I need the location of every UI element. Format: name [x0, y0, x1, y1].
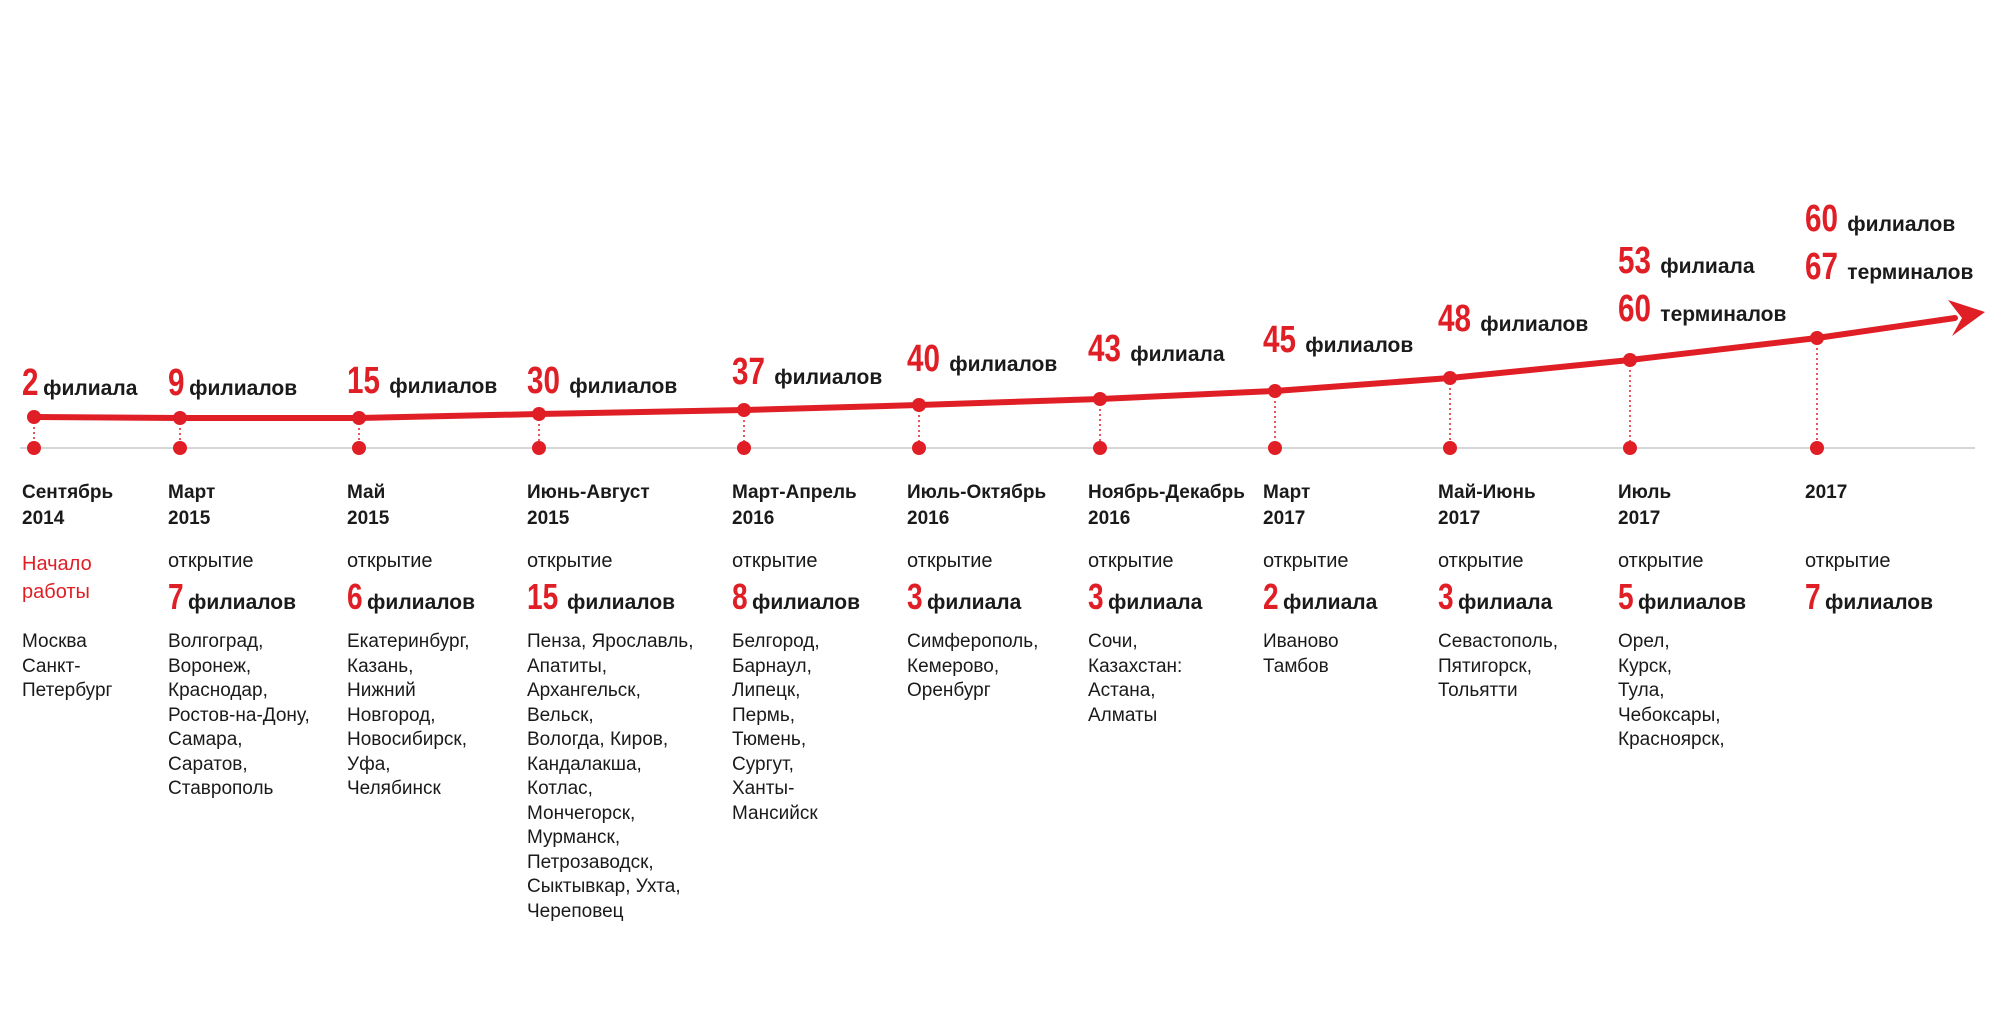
- count-unit: филиалов: [569, 375, 678, 398]
- city-name: Барнаул,: [732, 655, 812, 677]
- city-list: [168, 630, 310, 802]
- city-name: Красноярск,: [1618, 729, 1725, 750]
- count-unit: терминалов: [1660, 303, 1787, 326]
- opened-number: 2: [1263, 576, 1279, 617]
- city-name: Санкт-: [22, 655, 81, 677]
- milestone-date: [1805, 480, 1847, 506]
- date-period: 2017: [1805, 482, 1848, 503]
- city-list: [1263, 630, 1339, 679]
- total-branches: [1438, 300, 1588, 338]
- date-year: 2016: [732, 508, 775, 529]
- milestone-column: [1618, 0, 1798, 1032]
- milestone-column: [168, 0, 348, 1032]
- city-name: Москва: [22, 631, 87, 652]
- city-name: Котлас,: [527, 778, 593, 799]
- city-name: Новгород,: [347, 704, 436, 726]
- total-count-block: [732, 353, 882, 391]
- milestone-date: [347, 480, 389, 532]
- date-year: 2015: [347, 508, 390, 529]
- date-year: 2014: [22, 508, 65, 529]
- count-number: 43: [1088, 328, 1121, 370]
- count-number: 67: [1805, 246, 1838, 288]
- milestone-date: [907, 480, 1046, 532]
- city-name: Екатеринбург,: [347, 631, 470, 652]
- city-name: Курск,: [1618, 655, 1673, 677]
- opened-branches-count: [732, 576, 860, 618]
- total-branches: [1088, 330, 1225, 368]
- opened-unit: филиалов: [567, 591, 676, 614]
- opened-number: 6: [347, 576, 363, 617]
- city-name: Новосибирск,: [347, 729, 468, 750]
- opened-branches-count: [907, 576, 1021, 618]
- opened-number: 3: [1438, 576, 1454, 617]
- opened-unit: филиала: [1108, 591, 1203, 614]
- count-number: 40: [907, 338, 940, 380]
- total-count-block: [527, 362, 677, 400]
- count-number: 45: [1263, 319, 1296, 361]
- count-number: 60: [1618, 288, 1651, 330]
- city-list: [907, 630, 1038, 704]
- count-unit: филиалов: [774, 366, 883, 389]
- opening-label: открытие: [907, 550, 993, 572]
- date-period: Сентябрь: [22, 482, 114, 503]
- city-name: Мончегорск,: [527, 802, 636, 824]
- date-period: Март-Апрель: [732, 482, 857, 503]
- count-unit: филиалов: [389, 375, 498, 398]
- opened-branches-count: [347, 576, 475, 618]
- date-period: Июнь-Август: [527, 482, 650, 503]
- count-number: 37: [732, 351, 765, 393]
- total-branches: [907, 340, 1057, 378]
- city-name: Ханты-: [732, 778, 795, 799]
- total-count-block: [907, 340, 1057, 378]
- city-name: Уфа,: [347, 753, 391, 775]
- opened-unit: филиалов: [1638, 591, 1747, 614]
- opened-unit: филиалов: [1825, 591, 1934, 614]
- city-name: Алматы: [1088, 704, 1158, 726]
- opened-number: 3: [1088, 576, 1104, 617]
- total-count-block: [1805, 200, 1973, 286]
- opened-number: 8: [732, 576, 748, 617]
- total-branches: [347, 362, 497, 400]
- count-unit: филиала: [43, 377, 138, 400]
- count-number: 9: [168, 362, 185, 404]
- opening-label: открытие: [1438, 550, 1524, 572]
- count-unit: филиала: [1130, 343, 1225, 366]
- city-name: Вологда, Киров,: [527, 729, 669, 750]
- count-unit: филиалов: [1305, 334, 1414, 357]
- opened-unit: филиала: [1458, 591, 1553, 614]
- city-name: Кандалакша,: [527, 753, 642, 775]
- opening-label: открытие: [527, 550, 613, 572]
- total-count-block: [1263, 321, 1413, 359]
- milestone-date: [22, 480, 113, 532]
- city-name: Ставрополь: [168, 778, 274, 799]
- city-name: Мансийск: [732, 802, 818, 824]
- city-name: Нижний: [347, 680, 416, 701]
- total-branches: [22, 364, 137, 402]
- city-name: Петрозаводск,: [527, 851, 654, 873]
- total-count-block: [1088, 330, 1225, 368]
- milestone-column: [732, 0, 912, 1032]
- city-name: Сургут,: [732, 753, 794, 775]
- count-number: 60: [1805, 198, 1838, 240]
- city-name: Липецк,: [732, 680, 801, 701]
- city-name: Воронеж,: [168, 655, 252, 677]
- date-year: 2017: [1263, 508, 1306, 529]
- city-name: Тюмень,: [732, 729, 807, 750]
- count-number: 53: [1618, 240, 1651, 282]
- count-number: 30: [527, 360, 560, 402]
- date-year: 2015: [527, 508, 570, 529]
- city-name: Череповец: [527, 900, 624, 922]
- opened-unit: филиалов: [188, 591, 297, 614]
- opened-number: 3: [907, 576, 923, 617]
- city-list: [1438, 630, 1558, 704]
- start-label-line: работы: [22, 581, 90, 603]
- date-year: 2015: [168, 508, 211, 529]
- total-terminals: [1805, 248, 1973, 286]
- count-unit: филиалов: [189, 377, 298, 400]
- opening-label: открытие: [347, 550, 433, 572]
- opened-number: 5: [1618, 576, 1634, 617]
- total-terminals: [1618, 290, 1786, 328]
- total-count-block: [1618, 242, 1786, 328]
- date-year: 2016: [907, 508, 950, 529]
- opened-number: 7: [1805, 576, 1821, 617]
- city-name: Симферополь,: [907, 631, 1039, 652]
- total-branches: [1263, 321, 1413, 359]
- total-count-block: [168, 364, 297, 402]
- milestone-date: [527, 480, 650, 532]
- opening-label: открытие: [1263, 550, 1349, 572]
- milestone-date: [1438, 480, 1536, 532]
- opened-branches-count: [168, 576, 296, 618]
- count-number: 2: [22, 362, 39, 404]
- total-count-block: [1438, 300, 1588, 338]
- milestone-date: [732, 480, 857, 532]
- date-period: Ноябрь-Декабрь: [1088, 482, 1245, 503]
- total-branches: [1805, 200, 1973, 238]
- milestone-column: [1805, 0, 1985, 1032]
- city-name: Белгород,: [732, 631, 820, 652]
- city-name: Иваново: [1263, 631, 1339, 652]
- opening-label: открытие: [168, 550, 254, 572]
- milestone-column: [907, 0, 1087, 1032]
- city-name: Челябинск: [347, 778, 441, 799]
- opened-branches-count: [527, 576, 675, 618]
- city-list: [347, 630, 470, 802]
- city-name: Тамбов: [1263, 655, 1329, 677]
- count-unit: филиалов: [1480, 313, 1589, 336]
- city-name: Архангельск,: [527, 680, 641, 701]
- opening-label: открытие: [1805, 550, 1891, 572]
- date-period: Май-Июнь: [1438, 482, 1536, 503]
- count-unit: филиала: [1660, 255, 1755, 278]
- count-number: 15: [347, 360, 380, 402]
- opened-number: 15: [527, 576, 559, 617]
- city-name: Оренбург: [907, 680, 991, 701]
- milestone-date: [1263, 480, 1310, 532]
- city-list: [22, 630, 112, 704]
- total-branches: [527, 362, 677, 400]
- start-label-line: Начало: [22, 553, 92, 575]
- opening-label: открытие: [1088, 550, 1174, 572]
- city-list: [1618, 630, 1725, 753]
- opened-unit: филиалов: [752, 591, 861, 614]
- city-name: Ростов-на-Дону,: [168, 704, 310, 726]
- city-name: Тула,: [1618, 680, 1665, 701]
- city-name: Саратов,: [168, 753, 248, 775]
- milestone-column: [347, 0, 527, 1032]
- city-name: Пенза, Ярославль,: [527, 631, 694, 652]
- date-year: 2017: [1438, 508, 1481, 529]
- count-number: 48: [1438, 298, 1471, 340]
- opening-label: открытие: [732, 550, 818, 572]
- city-name: Орел,: [1618, 631, 1670, 652]
- total-branches: [1618, 242, 1786, 280]
- city-name: Самара,: [168, 729, 243, 750]
- milestone-column: [1263, 0, 1443, 1032]
- opening-label: открытие: [1618, 550, 1704, 572]
- date-period: Май: [347, 482, 386, 503]
- total-branches: [732, 353, 882, 391]
- city-name: Пермь,: [732, 704, 796, 726]
- total-count-block: [22, 364, 137, 402]
- city-name: Астана,: [1088, 680, 1156, 701]
- date-period: Март: [168, 482, 216, 503]
- milestone-column: [1438, 0, 1618, 1032]
- opened-unit: филиала: [1283, 591, 1378, 614]
- city-name: Тольятти: [1438, 680, 1518, 701]
- start-of-work-label: [22, 550, 92, 606]
- city-list: [527, 630, 693, 924]
- milestone-column: [527, 0, 707, 1032]
- city-name: Казахстан:: [1088, 655, 1183, 677]
- milestone-date: [168, 480, 215, 532]
- city-name: Петербург: [22, 680, 113, 701]
- city-name: Мурманск,: [527, 827, 621, 848]
- opened-branches-count: [1618, 576, 1746, 618]
- opened-branches-count: [1263, 576, 1377, 618]
- city-name: Краснодар,: [168, 680, 268, 701]
- date-year: 2016: [1088, 508, 1131, 529]
- opened-number: 7: [168, 576, 184, 617]
- city-name: Чебоксары,: [1618, 704, 1721, 726]
- opened-unit: филиала: [927, 591, 1022, 614]
- date-period: Июль-Октябрь: [907, 482, 1047, 503]
- date-year: 2017: [1618, 508, 1661, 529]
- city-name: Казань,: [347, 655, 414, 677]
- city-name: Пятигорск,: [1438, 655, 1532, 677]
- date-period: Июль: [1618, 482, 1672, 503]
- milestone-column: [1088, 0, 1268, 1032]
- count-unit: филиалов: [949, 353, 1058, 376]
- city-name: Сочи,: [1088, 631, 1138, 652]
- city-name: Севастополь,: [1438, 631, 1558, 652]
- opened-branches-count: [1088, 576, 1202, 618]
- count-unit: терминалов: [1847, 261, 1974, 284]
- date-period: Март: [1263, 482, 1311, 503]
- count-unit: филиалов: [1847, 213, 1956, 236]
- total-branches: [168, 364, 297, 402]
- city-name: Кемерово,: [907, 655, 1000, 677]
- opened-unit: филиалов: [367, 591, 476, 614]
- total-count-block: [347, 362, 497, 400]
- city-name: Вельск,: [527, 704, 594, 726]
- opened-branches-count: [1805, 576, 1933, 618]
- city-list: [1088, 630, 1182, 728]
- city-name: Сыктывкар, Ухта,: [527, 876, 681, 897]
- city-name: Апатиты,: [527, 655, 608, 677]
- city-name: Волгоград,: [168, 631, 264, 652]
- milestone-date: [1088, 480, 1245, 532]
- opened-branches-count: [1438, 576, 1552, 618]
- city-list: [732, 630, 820, 826]
- milestone-date: [1618, 480, 1671, 532]
